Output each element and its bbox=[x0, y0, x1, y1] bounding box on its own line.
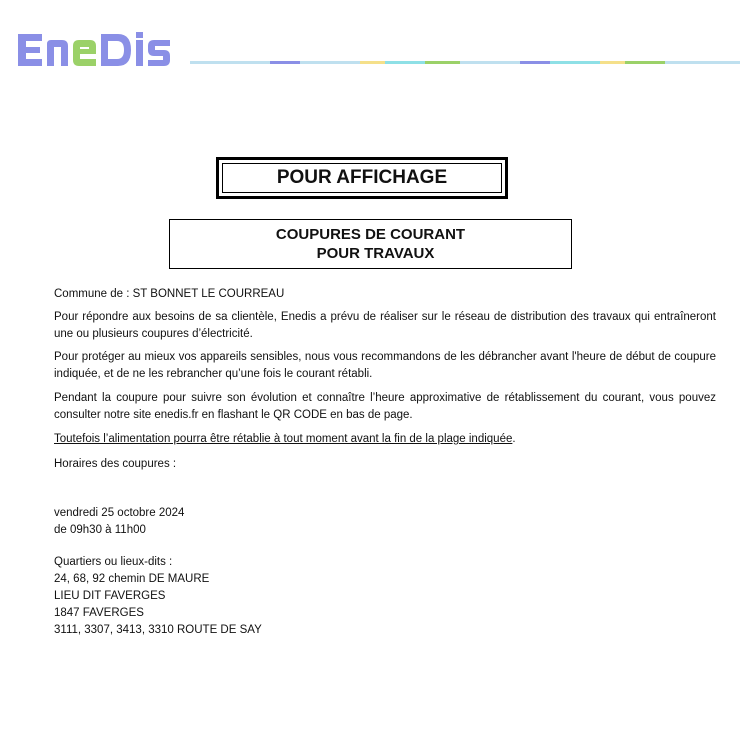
places-block bbox=[54, 554, 716, 639]
schedule-block bbox=[54, 505, 716, 539]
place-item: LIEU DIT FAVERGES bbox=[54, 590, 166, 602]
follow-paragraph bbox=[54, 390, 716, 424]
protect-paragraph bbox=[54, 349, 716, 383]
outage-date: vendredi 25 octobre 2024 bbox=[54, 507, 185, 519]
places-label: Quartiers ou lieux-dits : bbox=[54, 556, 173, 568]
page-title: POUR AFFICHAGE bbox=[222, 163, 502, 193]
paragraph-3: Pendant la coupure pour suivre son évolution et connaître l’heure approximative de rétablissement du courant, vous pouvez consulter notre site enedis.fr en flashant le QR CODE en bas de page. bbox=[54, 392, 716, 421]
place-item: 24, 68, 92 chemin DE MAURE bbox=[54, 573, 210, 585]
paragraph-2: Pour protéger au mieux vos appareils sensibles, nous vous recommandons de les débrancher avant l'heure de début de coupure indiquée, et de ne les rebrancher qu’une fois le courant rétabli. bbox=[54, 351, 716, 380]
notice-text: Toutefois l’alimentation pourra être rétablie à tout moment avant la fin de la plage indiquée bbox=[54, 433, 513, 445]
paragraph-1: Pour répondre aux besoins de sa clientèle, Enedis a prévu de réaliser sur le réseau de distribution des travaux qui entraîneront une ou plusieurs coupures d’électricité. bbox=[54, 311, 716, 340]
subtitle-frame bbox=[169, 219, 572, 269]
place-item: 3111, 3307, 3413, 3310 ROUTE DE SAY bbox=[54, 624, 262, 636]
subtitle-line-1: COUPURES DE COURANT bbox=[275, 226, 466, 243]
place-item: 1847 FAVERGES bbox=[54, 607, 144, 619]
enedis-logo bbox=[16, 30, 186, 70]
subtitle-line-2: POUR TRAVAUX bbox=[316, 245, 435, 262]
intro-paragraph bbox=[54, 309, 716, 343]
notice-period: . bbox=[512, 433, 516, 445]
commune: Commune de : ST BONNET LE COURREAU bbox=[54, 288, 285, 300]
header-rule bbox=[190, 61, 740, 64]
horaires-label: Horaires des coupures : bbox=[54, 458, 177, 470]
notice-line bbox=[54, 431, 716, 448]
enedis-logo-mark bbox=[16, 30, 186, 70]
title-frame bbox=[216, 157, 508, 199]
outage-time-range: de 09h30 à 11h00 bbox=[54, 524, 146, 536]
